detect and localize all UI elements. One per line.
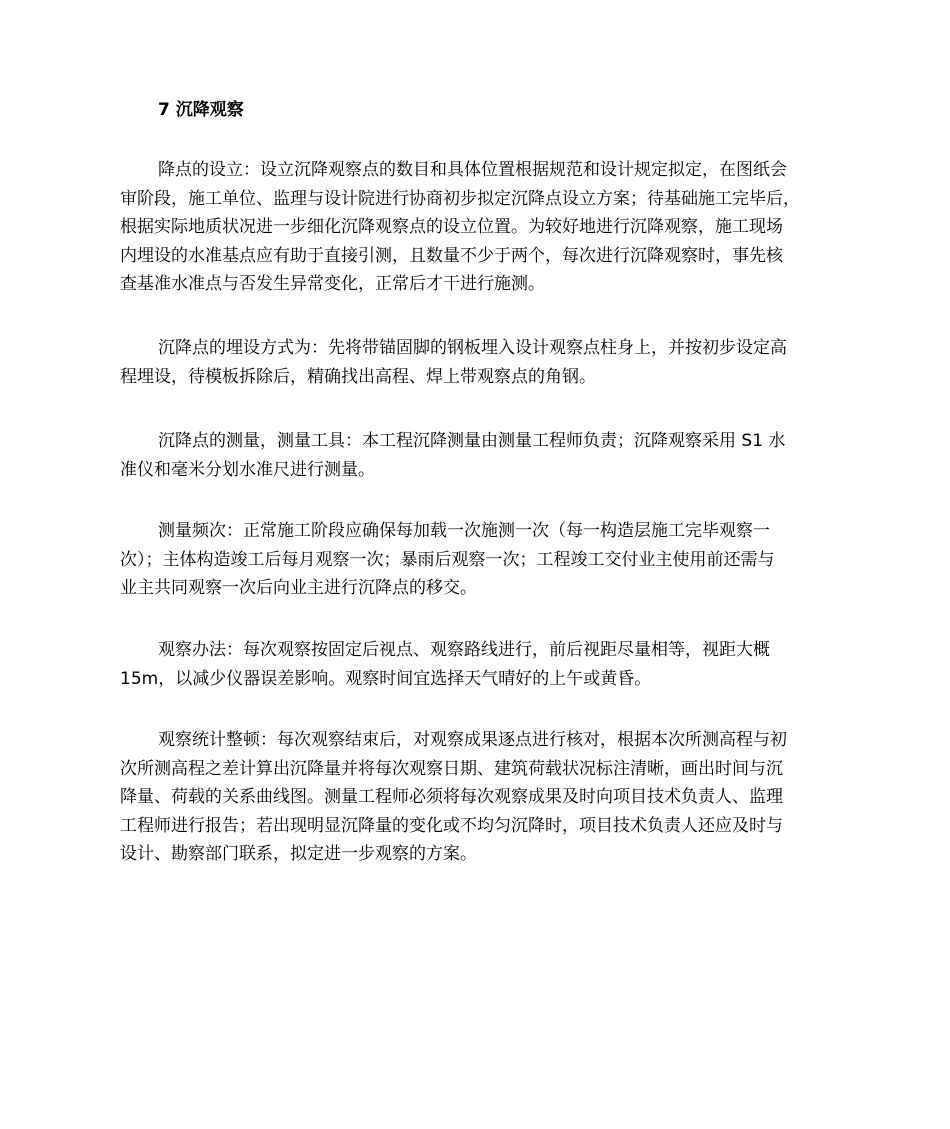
section-heading: 7 沉降观察 xyxy=(158,100,244,120)
paragraph-line: 工程师进行报告；若出现明显沉降量的变化或不均匀沉降时，项目技术负责人还应及时与 xyxy=(120,815,783,836)
paragraph-embedding-method xyxy=(120,334,840,391)
paragraph-observation-statistics xyxy=(120,726,840,869)
paragraph-line: 设计、勘察部门联系，拟定进一步观察的方案。 xyxy=(120,844,477,864)
paragraph-line: 次所测高程之差计算出沉降量并将每次观察日期、建筑荷载状况标注清晰，画出时间与沉 xyxy=(120,758,783,779)
paragraph-line: 15m，以减少仪器误差影响。观察时间宜选择天气晴好的上午或黄昏。 xyxy=(120,668,652,689)
paragraph-settlement-point-setup xyxy=(120,156,840,299)
paragraph-line: 观察统计整顿：每次观察结束后，对观察成果逐点进行核对，根据本次所测高程与初 xyxy=(158,730,787,750)
paragraph-line: 测量频次：正常施工阶段应确保每加载一次施测一次（每一构造层施工完毕观察一 xyxy=(158,521,770,541)
paragraph-line: 业主共同观察一次后向业主进行沉降点的移交。 xyxy=(120,578,477,598)
paragraph-line: 审阶段，施工单位、监理与设计院进行协商初步拟定沉降点设立方案；待基础施工完毕后， xyxy=(120,188,800,209)
paragraph-line: 降点的设立：设立沉降观察点的数目和具体位置根据规范和设计规定拟定，在图纸会 xyxy=(158,160,787,180)
paragraph-observation-method xyxy=(120,636,840,693)
paragraph-line: 沉降点的测量，测量工具：本工程沉降测量由测量工程师负责；沉降观察采用 S1 水 xyxy=(158,431,786,451)
paragraph-line: 次）；主体构造竣工后每月观察一次；暴雨后观察一次；工程竣工交付业主使用前还需与 xyxy=(120,549,775,570)
paragraph-measurement-tools xyxy=(120,427,840,484)
paragraph-line: 沉降点的埋设方式为：先将带锚固脚的钢板埋入设计观察点柱身上，并按初步设定高 xyxy=(158,338,787,358)
paragraph-measurement-frequency xyxy=(120,517,840,603)
paragraph-line: 程埋设，待模板拆除后，精确找出高程、焊上带观察点的角钢。 xyxy=(120,366,596,387)
paragraph-line: 查基准水准点与否发生异常变化，正常后才干进行施测。 xyxy=(120,274,545,294)
paragraph-line: 内埋设的水准基点应有助于直接引测，且数量不少于两个，每次进行沉降观察时，事先核 xyxy=(120,245,783,266)
paragraph-line: 观察办法：每次观察按固定后视点、观察路线进行，前后视距尽量相等，视距大概 xyxy=(158,640,770,660)
paragraph-line: 根据实际地质状况进一步细化沉降观察点的设立位置。为较好地进行沉降观察，施工现场 xyxy=(120,217,783,237)
paragraph-line: 准仪和毫米分划水准尺进行测量。 xyxy=(120,459,375,480)
paragraph-line: 降量、荷载的关系曲线图。测量工程师必须将每次观察成果及时向项目技术负责人、监理 xyxy=(120,787,783,807)
